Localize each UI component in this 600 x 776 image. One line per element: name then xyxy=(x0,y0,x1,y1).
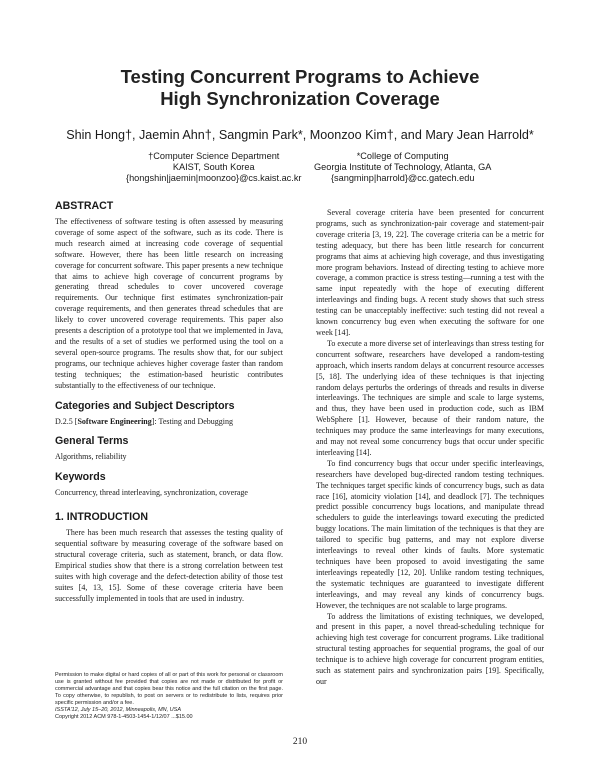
right-paragraph-3: To find concurrency bugs that occur under specific interleavings, researchers have developed bug-directed random testing techniques. The techniques target specific kinds of concurrency bugs, such as data race [16], atomicity violation [14], and deadlock [7]. The techniques predict possible concurrency bugs locations, and manipulate thread schedulers to guide the interleavings toward executing the predicted buggy locations. The main limitation of the techniques is that they are tailored to specific bug patterns, and may not explore diverse interleavings to reveal other kinds of faults. More systematic techniques have been proposed to avoid investigating the same interleavings repeatedly [12, 20]. Unlike random testing techniques, the systematic techniques are guaranteed to investigate different interleavings, and may reveal any kinds of concurrency bugs. However, the techniques are not scalable to large programs. xyxy=(316,458,544,610)
copyright-footnote xyxy=(55,672,283,721)
right-paragraph-4: To address the limitations of existing techniques, we developed, and present in this paper, a novel thread-scheduling technique for achieving high test coverage for concurrent programs. Like traditional structural testing approaches for sequential programs, the goal of our technique is to achieve high coverage for concurrent program entities, such as statement pairs and synchronization pairs [19]. Specifically, our xyxy=(316,611,544,686)
right-column xyxy=(316,208,544,688)
affiliation-dept: *College of Computing xyxy=(356,151,449,161)
affiliation-institution: Georgia Institute of Technology, Atlanta, GA xyxy=(314,162,492,172)
title-line-2: High Synchronization Coverage xyxy=(160,88,440,109)
affiliation-kaist xyxy=(126,151,301,184)
categories-heading: Categories and Subject Descriptors xyxy=(55,399,235,412)
paper-title xyxy=(0,66,600,110)
affiliation-email: {sangminp|harrold}@cc.gatech.edu xyxy=(330,173,475,183)
page-number: 210 xyxy=(292,737,308,747)
affiliation-institution: KAIST, South Korea xyxy=(172,162,255,172)
categories-text: D.2.5 [Software Engineering]: Testing and Debugging xyxy=(55,416,234,426)
title-line-1: Testing Concurrent Programs to Achieve xyxy=(120,66,480,87)
general-terms-heading: General Terms xyxy=(55,435,129,448)
categories-bold: Software Engineering xyxy=(77,416,152,426)
conference-info: ISSTA'12, July 15–20, 2012, Minneapolis, MN, USA xyxy=(55,707,181,713)
keywords-heading: Keywords xyxy=(55,471,106,484)
right-paragraph-1: Several coverage criteria have been presented for concurrent programs, such as synchronization-pair coverage and statement-pair coverage criteria [3, 19, 22]. The coverage criteria can be a metric for testing adequacy, but there has been little research for concurrent programs that aims at achieving high coverage, and thus investigating more program behaviors. Instead of directing testing to achieve more coverage, a common practice is stress testing—running a test with the same input repeatedly with the hope of executing different interleavings and finding bugs. A recent study shows that such stress testing can be unacceptably ineffective: such testing did not reveal a known concurrency bug even when executing the software for one week [14]. xyxy=(316,208,544,337)
right-paragraph-2: To execute a more diverse set of interleavings than stress testing for concurrent software, researchers have developed a random-testing approach, which inserts random delays at concurrent resource accesses [5, 18]. The underlying idea of these techniques is that injecting random delays perturbs the orderings of threads and results in diverse interleavings. The techniques are simple and scale to large systems, and thus, they have been used in production code, such as IBM WebSphere [1]. However, because of their random nature, the techniques may produce the same interleavings for many executions, and may not reveal some concurrency bugs that occur under specific interleaving [14]. xyxy=(316,338,544,457)
left-column xyxy=(55,200,283,605)
abstract-text: The effectiveness of software testing is often assessed by measuring coverage of some aspect of the software, such as its code. There is much research aimed at increasing code coverage of sequential software. However, there has been little research on increasing coverage for concurrent software. This paper presents a new technique that aims to achieve high coverage of concurrent programs by generating thread schedules to cover uncovered coverage requirements. Our technique first estimates synchronization-pair coverage requirements, and then generates thread schedules that are likely to cover uncovered coverage requirements. This paper also presents a description of a prototype tool that we implemented in Java, and the results of a set of studies we performed using the tool on a several open-source programs. The results show that, for our subject programs, our technique achieves higher coverage faster than random testing techniques; the estimation-based heuristic contributes substantially to the effectiveness of our technique. xyxy=(55,217,283,390)
permission-notice: Permission to make digital or hard copies of all or part of this work for personal or classroom use is granted without fee provided that copies are not made or distributed for profit or commercial advantage and that copies bear this notice and the full citation on the first page. To copy otherwise, to republish, to post on servers or to redistribute to lists, requires prior specific permission and/or a fee. xyxy=(55,672,283,706)
keywords-text: Concurrency, thread interleaving, synchronization, coverage xyxy=(55,488,248,498)
intro-paragraph-1: There has been much research that assesses the testing quality of sequential software by measuring coverage of the software based on structural coverage criteria, such as statement, branch, or data flow. Empirical studies show that there is a strong correlation between test suites with high coverage and the defect-detection ability of those test suites [4, 13, 15]. Some of these coverage criteria have been successfully implemented in tools that are used in industry. xyxy=(55,528,283,603)
abstract-heading: ABSTRACT xyxy=(55,200,114,212)
introduction-heading: 1. INTRODUCTION xyxy=(55,511,148,524)
affiliation-gatech xyxy=(314,151,491,184)
affiliation-email: {hongshin|jaemin|moonzoo}@cs.kaist.ac.kr xyxy=(126,173,302,183)
affiliation-dept: †Computer Science Department xyxy=(148,151,280,161)
general-terms-text: Algorithms, reliability xyxy=(55,452,127,462)
copyright-line: Copyright 2012 ACM 978-1-4503-1454-1/12/07 ...$15.00 xyxy=(55,714,193,720)
author-list: Shin Hong†, Jaemin Ahn†, Sangmin Park*, Moonzoo Kim†, and Mary Jean Harrold* xyxy=(66,128,534,142)
